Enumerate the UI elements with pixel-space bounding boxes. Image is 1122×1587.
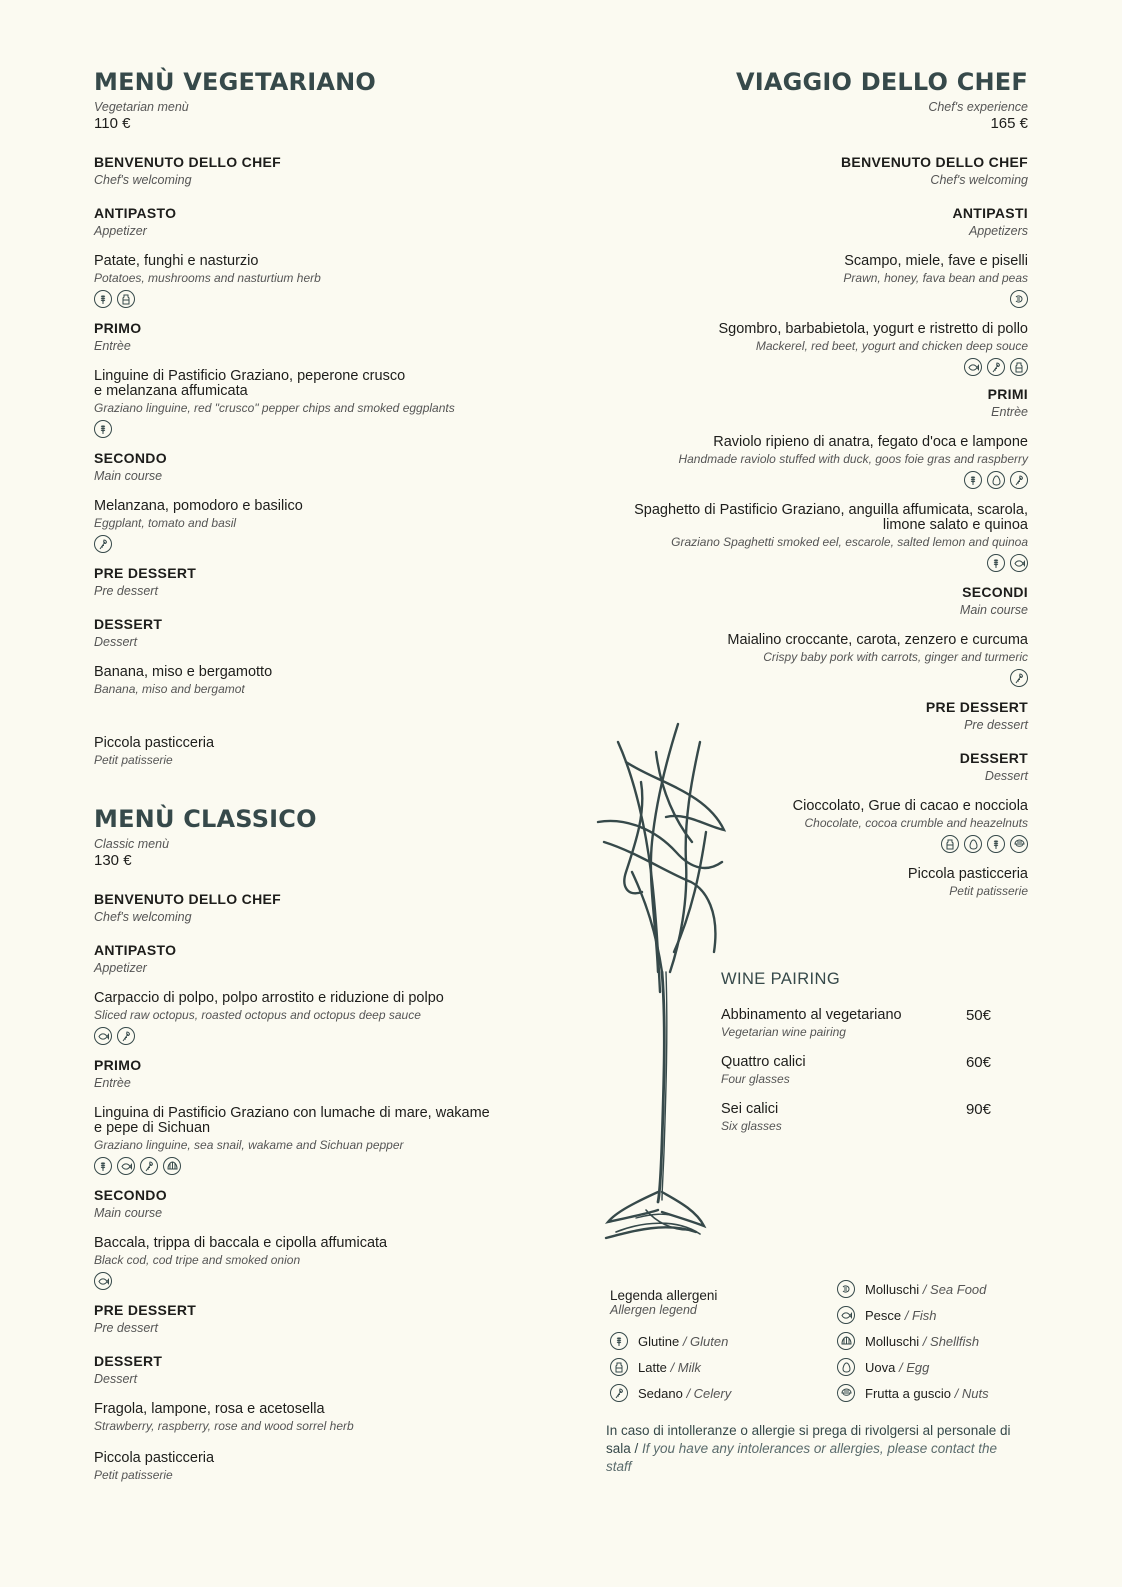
seafood-icon [1010, 290, 1028, 308]
course-subtitle: Dessert [984, 769, 1028, 783]
course-title: BENVENUTO DELLO CHEF [94, 891, 281, 907]
course-title: SECONDO [94, 1187, 167, 1203]
dish [94, 254, 534, 308]
course-subtitle: Chef's welcoming [94, 910, 192, 924]
dish-name: Cioccolato, Grue di cacao e nocciola [792, 798, 1028, 814]
milk-icon [117, 290, 135, 308]
wine-item [721, 1101, 991, 1133]
gluten-icon [94, 420, 112, 438]
dish-description: Petit patisserie [949, 884, 1028, 898]
fish-icon [117, 1157, 135, 1175]
gluten-icon [964, 471, 982, 489]
dish [94, 991, 534, 1045]
allergen-icons [588, 554, 1028, 572]
dish-description: Petit patisserie [94, 753, 173, 767]
legend-item-translation: / Shellfish [919, 1333, 980, 1349]
celery-icon [1010, 669, 1028, 687]
celery-icon [94, 535, 112, 553]
vegetarian-menu-title: MENÙ VEGETARIANO [94, 68, 377, 96]
wine-description: Six glasses [721, 1119, 782, 1133]
dish-description: Graziano linguine, sea snail, wakame and Sichuan pepper [94, 1138, 404, 1152]
nuts-icon [837, 1384, 855, 1402]
dish-name: Piccola pasticceria [94, 1450, 215, 1466]
dish [94, 499, 534, 553]
dish [588, 435, 1028, 489]
course-subtitle: Appetizers [968, 224, 1028, 238]
vegetarian-menu [94, 68, 534, 767]
dish-name: Raviolo ripieno di anatra, fegato d'oca e lampone [713, 434, 1028, 450]
legend-title: Legenda allergeni [610, 1288, 718, 1303]
course-title: PRE DESSERT [925, 699, 1028, 715]
dish-description: Black cod, cod tripe and smoked onion [94, 1253, 301, 1267]
legend-item-fish [837, 1306, 937, 1324]
course-title: SECONDI [962, 584, 1028, 600]
dish [588, 633, 1028, 687]
course-primo [94, 320, 534, 353]
course-primi [588, 386, 1028, 419]
egg-icon [987, 471, 1005, 489]
dish-name: Fragola, lampone, rosa e acetosella [94, 1401, 325, 1417]
dish-description: Chocolate, cocoa crumble and heazelnuts [804, 816, 1028, 830]
course-subtitle: Main course [959, 603, 1028, 617]
course-predessert [94, 565, 534, 598]
dish-name: Sgombro, barbabietola, yogurt e ristretto di pollo [718, 321, 1028, 337]
course-title: ANTIPASTO [94, 942, 177, 958]
dish-name: Baccala, trippa di baccala e cipolla affumicata [94, 1235, 388, 1251]
dish [94, 369, 534, 438]
wine-pairing [721, 970, 991, 1133]
wine-description: Four glasses [721, 1072, 790, 1086]
course-subtitle: Appetizer [94, 224, 147, 238]
classic-menu-subtitle: Classic menù [94, 837, 170, 851]
wine-price: 60€ [965, 1054, 991, 1071]
legend-header [610, 1288, 717, 1317]
left-column [94, 68, 534, 1482]
course-title: ANTIPASTI [952, 205, 1028, 221]
legend-item-translation: / Celery [682, 1385, 732, 1401]
dish [588, 254, 1028, 308]
classic-menu [94, 805, 534, 1482]
dish-name: Carpaccio di polpo, polpo arrostito e riduzione di polpo [94, 990, 444, 1006]
allergen-icons [94, 1027, 534, 1045]
dish [588, 322, 1028, 376]
allergen-icons [588, 669, 1028, 687]
legend-item-shellfish [837, 1332, 979, 1350]
legend-item-translation: / Egg [895, 1359, 930, 1375]
allergen-icons [588, 358, 1028, 376]
course-antipasti [588, 205, 1028, 238]
dish-name-line2: e pepe di Sichuan [94, 1120, 211, 1136]
legend-item-label: Pesce [865, 1307, 902, 1323]
dish-name-line2: limone salato e quinoa [882, 517, 1028, 533]
legend-item-label: Sedano [638, 1385, 683, 1401]
course-subtitle: Chef's welcoming [930, 173, 1028, 187]
celery-icon [987, 358, 1005, 376]
course-title: DESSERT [94, 1353, 163, 1369]
course-title: SECONDO [94, 450, 167, 466]
egg-icon [837, 1358, 855, 1376]
dish [588, 503, 1028, 572]
dish-description: Crispy baby pork with carrots, ginger and turmeric [763, 650, 1028, 664]
seafood-icon [837, 1280, 855, 1298]
dish-name: Linguine di Pastificio Graziano, peperone crusco [94, 368, 406, 384]
course-dessert [94, 1353, 534, 1386]
course-primo [94, 1057, 534, 1090]
allergen-icons [94, 420, 534, 438]
chef-menu-subtitle: Chef's experience [928, 100, 1028, 114]
dish-name: Maialino croccante, carota, zenzero e curcuma [727, 632, 1028, 648]
wine-name: Quattro calici [721, 1054, 806, 1070]
legend-item-celery [610, 1384, 731, 1402]
course-welcome [588, 154, 1028, 187]
course-title: PRIMO [94, 320, 142, 336]
wine-item [721, 1054, 991, 1086]
vegetarian-menu-price: 110 € [94, 115, 131, 132]
course-subtitle: Dessert [94, 635, 138, 649]
gluten-icon [94, 1157, 112, 1175]
legend-item-label: Frutta a guscio [865, 1385, 951, 1401]
wine-price: 90€ [965, 1101, 991, 1118]
dish-description: Sliced raw octopus, roasted octopus and octopus deep sauce [94, 1008, 421, 1022]
course-subtitle: Pre dessert [964, 718, 1028, 732]
dish-description: Banana, miso and bergamot [94, 682, 245, 696]
dish-pasticceria [94, 1451, 534, 1482]
legend-item-label: Uova [865, 1359, 896, 1375]
course-title: DESSERT [94, 616, 163, 632]
egg-icon [964, 835, 982, 853]
fish-icon [837, 1306, 855, 1324]
chef-menu-price: 165 € [990, 115, 1028, 132]
dish-name: Piccola pasticceria [907, 866, 1028, 882]
gluten-icon [987, 554, 1005, 572]
course-subtitle: Entrèe [991, 405, 1028, 419]
course-dessert [94, 616, 534, 649]
classic-menu-price: 130 € [94, 852, 132, 869]
milk-icon [1010, 358, 1028, 376]
course-antipasto [94, 942, 534, 975]
allergen-icons [94, 1272, 534, 1290]
legend-item-nuts [837, 1384, 989, 1402]
celery-icon [117, 1027, 135, 1045]
course-subtitle: Entrèe [94, 1076, 131, 1090]
gluten-icon [610, 1332, 628, 1350]
allergen-icons [94, 1157, 534, 1175]
legend-item-egg [837, 1358, 929, 1376]
dish-name: Linguina di Pastificio Graziano con lumache di mare, wakame [94, 1105, 490, 1121]
dish-name-line2: e melanzana affumicata [94, 383, 248, 399]
course-title: PRIMO [94, 1057, 142, 1073]
fish-icon [1010, 554, 1028, 572]
vegetarian-menu-subtitle: Vegetarian menù [94, 100, 189, 114]
legend-item-translation: / Gluten [679, 1333, 729, 1349]
celery-icon [610, 1384, 628, 1402]
legend-item-seafood [837, 1280, 986, 1298]
wine-name: Abbinamento al vegetariano [721, 1007, 902, 1023]
course-subtitle: Entrèe [94, 339, 131, 353]
chef-menu-title: VIAGGIO DELLO CHEF [735, 68, 1028, 96]
fish-icon [94, 1027, 112, 1045]
allergy-note [606, 1422, 1026, 1476]
course-secondi [588, 584, 1028, 617]
course-subtitle: Pre dessert [94, 584, 158, 598]
nuts-icon [1010, 835, 1028, 853]
course-title: PRE DESSERT [94, 1302, 197, 1318]
dish-description: Eggplant, tomato and basil [94, 516, 237, 530]
course-title: DESSERT [959, 750, 1028, 766]
legend-item-translation: / Nuts [951, 1385, 989, 1401]
classic-menu-title: MENÙ CLASSICO [94, 805, 317, 833]
course-title: BENVENUTO DELLO CHEF [94, 154, 281, 170]
legend-item-label: Latte [638, 1359, 667, 1375]
course-subtitle: Appetizer [94, 961, 147, 975]
legend-item-translation: / Sea Food [919, 1281, 987, 1297]
dish [94, 665, 534, 696]
dish-description: Strawberry, raspberry, rose and wood sorrel herb [94, 1419, 354, 1433]
dish-description: Handmade raviolo stuffed with duck, goos foie gras and raspberry [678, 452, 1028, 466]
course-title: ANTIPASTO [94, 205, 177, 221]
dish-name: Scampo, miele, fave e piselli [844, 253, 1028, 269]
course-secondo [94, 1187, 534, 1220]
dish-description: Graziano linguine, red "crusco" pepper chips and smoked eggplants [94, 401, 455, 415]
course-secondo [94, 450, 534, 483]
dish [94, 1106, 534, 1175]
allergy-note-italian: In caso di intolleranze o allergie si prega di rivolgersi al personale di sala / [606, 1423, 1011, 1456]
wine-price: 50€ [965, 1007, 991, 1024]
dish-name: Piccola pasticceria [94, 735, 215, 751]
legend-item-label: Molluschi [865, 1281, 920, 1297]
dish-name: Banana, miso e bergamotto [94, 664, 273, 680]
course-title: PRE DESSERT [94, 565, 197, 581]
wine-glass-illustration [596, 722, 736, 1250]
celery-icon [1010, 471, 1028, 489]
course-subtitle: Main course [94, 469, 163, 483]
dish-description: Petit patisserie [94, 1468, 173, 1482]
course-subtitle: Main course [94, 1206, 163, 1220]
legend-item-gluten [610, 1332, 728, 1350]
milk-icon [610, 1358, 628, 1376]
dish-pasticceria [94, 736, 534, 767]
legend-subtitle: Allergen legend [610, 1303, 697, 1317]
shellfish-icon [163, 1157, 181, 1175]
dish-name: Patate, funghi e nasturzio [94, 253, 259, 269]
milk-icon [941, 835, 959, 853]
dish-description: Mackerel, red beet, yogurt and chicken deep souce [755, 339, 1028, 353]
dish-description: Potatoes, mushrooms and nasturtium herb [94, 271, 321, 285]
wine-name: Sei calici [721, 1101, 779, 1117]
gluten-icon [987, 835, 1005, 853]
course-welcome [94, 891, 534, 924]
legend-item-label: Molluschi [865, 1333, 920, 1349]
dish [94, 1236, 534, 1290]
allergen-icons [588, 471, 1028, 489]
dish-description: Graziano Spaghetti smoked eel, escarole, salted lemon and quinoa [671, 535, 1028, 549]
legend-item-label: Glutine [638, 1333, 680, 1349]
dish-name: Melanzana, pomodoro e basilico [94, 498, 303, 514]
celery-icon [140, 1157, 158, 1175]
fish-icon [964, 358, 982, 376]
allergen-icons [94, 290, 534, 308]
fish-icon [94, 1272, 112, 1290]
course-title: BENVENUTO DELLO CHEF [841, 154, 1028, 170]
legend-item-milk [610, 1358, 701, 1376]
course-subtitle: Pre dessert [94, 1321, 158, 1335]
gluten-icon [94, 290, 112, 308]
legend-item-translation: / Fish [901, 1307, 937, 1323]
allergy-note-english: If you have any intolerances or allergies, please contact the staff [606, 1441, 997, 1474]
dish-name: Spaghetto di Pastificio Graziano, anguilla affumicata, scarola, [634, 502, 1028, 518]
shellfish-icon [837, 1332, 855, 1350]
course-subtitle: Dessert [94, 1372, 138, 1386]
allergen-icons [94, 535, 534, 553]
course-title: PRIMI [987, 386, 1028, 402]
legend-item-translation: / Milk [666, 1359, 701, 1375]
course-antipasto [94, 205, 534, 238]
dish-description: Prawn, honey, fava bean and peas [843, 271, 1028, 285]
wine-item [721, 1007, 991, 1039]
allergen-icons [588, 290, 1028, 308]
course-predessert [94, 1302, 534, 1335]
dish [94, 1402, 534, 1433]
course-subtitle: Chef's welcoming [94, 173, 192, 187]
course-welcome [94, 154, 534, 187]
wine-pairing-title: WINE PAIRING [721, 970, 841, 988]
wine-description: Vegetarian wine pairing [721, 1025, 846, 1039]
